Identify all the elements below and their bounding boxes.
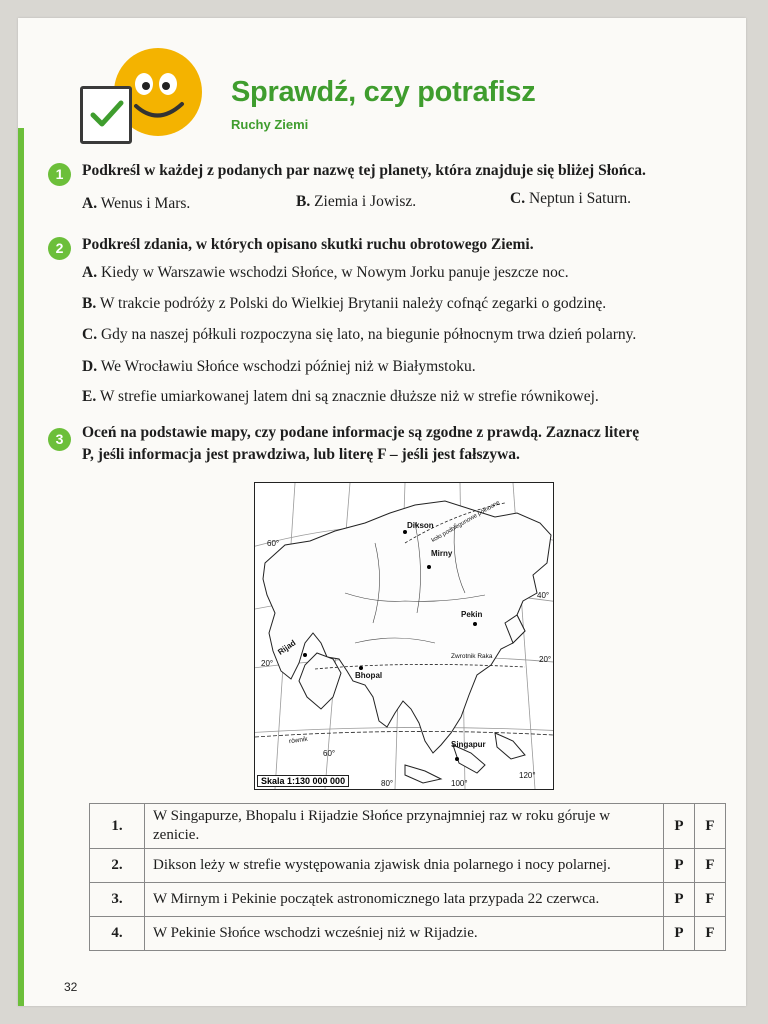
question-2-option-b[interactable]: B. W trakcie podróży z Polski do Wielkiej Brytanii należy cofnąć zegarki o godzinę. — [82, 295, 607, 312]
map-label-equator: równik — [288, 735, 309, 746]
map-label-bhopal: Bhopal — [355, 671, 383, 680]
question-number-badge: 1 — [48, 163, 71, 186]
answer-f[interactable]: F — [695, 883, 726, 917]
table-row — [90, 883, 726, 917]
question-number-badge: 3 — [48, 428, 71, 451]
page-title: Sprawdź, czy potrafisz — [231, 76, 536, 108]
question-1-option-c[interactable]: C. Neptun i Saturn. — [510, 190, 631, 207]
question-2-option-e[interactable]: E. W strefie umiarkowanej latem dni są znacznie dłuższe niż w strefie równikowej. — [82, 388, 599, 405]
map-label-dikson: Dikson — [407, 521, 434, 530]
question-number-badge: 2 — [48, 237, 71, 260]
statement: W Mirnym i Pekinie początek astronomicznego lata przypada 22 czerwca. — [145, 883, 664, 917]
map-scale: Skala 1:130 000 000 — [257, 775, 349, 787]
question-3-text-line2: P, jeśli informacja jest prawdziwa, lub literę F – jeśli jest fałszywa. — [82, 446, 520, 463]
answer-f[interactable]: F — [695, 804, 726, 849]
answer-p[interactable]: P — [664, 804, 695, 849]
question-3-text-line1: Oceń na podstawie mapy, czy podane informacje są zgodne z prawdą. Zaznacz literę — [82, 424, 640, 441]
question-2-text: Podkreśl zdania, w których opisano skutki ruchu obrotowego Ziemi. — [82, 236, 534, 253]
answer-p[interactable]: P — [664, 883, 695, 917]
map-label-polar-circle: koło podbiegunowe północne — [430, 499, 502, 545]
map-label-mirny: Mirny — [431, 549, 453, 558]
asia-map — [254, 482, 554, 790]
map-label-lat20-left: 20° — [261, 659, 274, 668]
map-label-singapur: Singapur — [451, 740, 486, 749]
statement: W Singapurze, Bhopalu i Rijadzie Słońce przynajmniej raz w roku góruje w zenicie. — [145, 804, 664, 849]
map-label-tropic: Zwrotnik Raka — [451, 653, 493, 660]
row-number: 2. — [90, 849, 145, 883]
question-1-option-b[interactable]: B. Ziemia i Jowisz. — [296, 193, 417, 210]
map-label-rijad: Rijad — [276, 638, 298, 657]
row-number: 1. — [90, 804, 145, 849]
question-1-option-a[interactable]: A. Wenus i Mars. — [82, 195, 191, 212]
statement: W Pekinie Słońce wschodzi wcześniej niż w Rijadzie. — [145, 917, 664, 951]
table-row — [90, 849, 726, 883]
answer-p[interactable]: P — [664, 849, 695, 883]
answer-p[interactable]: P — [664, 917, 695, 951]
table-row — [90, 804, 726, 849]
question-2-option-d[interactable]: D. We Wrocławiu Słońce wschodzi później niż w Białymstoku. — [82, 358, 476, 375]
workbook-page — [18, 18, 746, 1006]
true-false-table — [89, 803, 726, 951]
map-label-lon60: 60° — [323, 749, 336, 758]
map-label-lon100: 100° — [451, 779, 468, 788]
row-number: 4. — [90, 917, 145, 951]
answer-f[interactable]: F — [695, 849, 726, 883]
answer-f[interactable]: F — [695, 917, 726, 951]
map-label-lat60: 60° — [267, 539, 280, 548]
checkbox-icon — [80, 86, 132, 144]
statement: Dikson leży w strefie występowania zjawisk dnia polarnego i nocy polarnej. — [145, 849, 664, 883]
question-2-option-a[interactable]: A. Kiedy w Warszawie wschodzi Słońce, w Nowym Jorku panuje jeszcze noc. — [82, 264, 569, 281]
row-number: 3. — [90, 883, 145, 917]
page-edge-bar — [18, 128, 24, 1006]
map-label-lat40: 40° — [537, 591, 550, 600]
table-row — [90, 917, 726, 951]
map-label-lon80: 80° — [381, 779, 394, 788]
map-label-lat20-right: 20° — [539, 655, 552, 664]
page-subtitle: Ruchy Ziemi — [231, 117, 309, 132]
map-label-pekin: Pekin — [461, 610, 483, 619]
question-2-option-c[interactable]: C. Gdy na naszej półkuli rozpoczyna się lato, na biegunie północnym trwa dzień polarny. — [82, 326, 637, 343]
map-label-lon120: 120° — [519, 771, 536, 780]
question-1-text: Podkreśl w każdej z podanych par nazwę tej planety, która znajduje się bliżej Słońca. — [82, 162, 646, 179]
page-number: 32 — [64, 980, 78, 994]
